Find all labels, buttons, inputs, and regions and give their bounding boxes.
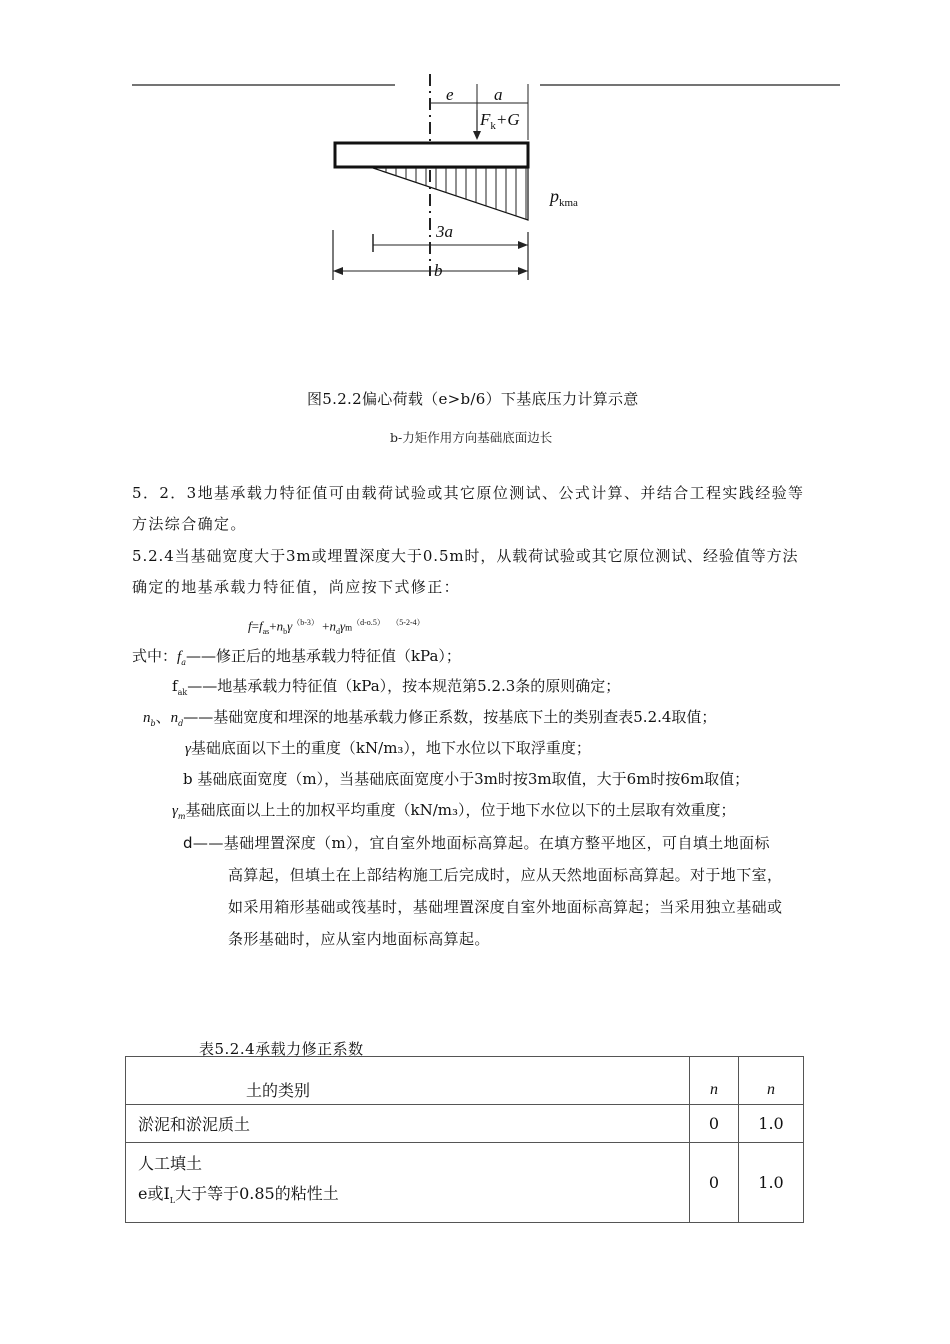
formula-fa-sub: as [262,626,270,636]
bearing-correction-table [125,1056,804,1223]
label-a: a [494,85,503,104]
pressure-hatching [386,168,526,219]
def-gammam-symbol: γ [172,803,178,819]
def-d-symbol: d [183,834,193,852]
formula-fa: f [258,618,263,634]
svg-text:pkma [548,186,578,209]
formula-plus2: + [322,618,330,634]
def-fak-sub: ak [177,688,188,697]
header-soil-type: 土的类别 [126,1057,690,1105]
formula-gammam-sub: m [345,622,353,633]
formula-paren1c: ） [310,618,319,627]
formula-nb: n [276,618,284,634]
formula-eq: = [251,618,259,634]
clause-5-2-4-line1: 5.2.4当基础宽度大于3m或埋置深度大于0.5m时，从载荷试验或其它原位测试、经验值等方法 [132,547,799,565]
def-gammam [172,799,736,821]
def-gammam-text: 基础底面以上土的加权平均重度（kN/m₃），位于地下水位以下的土层取有效重度； [185,801,736,819]
def-d-line4: 条形基础时，应从室内地面标高算起。 [228,930,490,948]
header-nd: n [739,1057,804,1105]
label-e: e [446,85,454,104]
cell-soil-line2-post: 大于等于0.85的粘性土 [175,1183,339,1203]
def-nb-symbol: n [143,710,151,726]
def-nd-sub: d [178,719,184,728]
def-d [183,832,770,853]
def-fak-symbol: f [172,677,178,695]
cell-soil-line2-pre: e或I [138,1183,170,1203]
cell-nb: 0 [690,1105,739,1143]
formula-lhs: f [248,618,252,634]
def-fa-sub: a [181,658,186,667]
clause-5-2-4-line2: 确定的地基承载力特征值，尚应按下式修正： [132,578,461,596]
def-gamma-symbol: γ [185,741,191,757]
def-b-text: 基础底面宽度（m），当基础底面宽度小于3m时按3m取值，大于6m时按6m取值； [197,770,750,788]
table-header-row [126,1057,804,1105]
label-b: b [434,261,443,280]
formula-nd: n [329,618,336,634]
table-caption: 表5.2.4承载力修正系数 [199,1040,364,1058]
def-d-text: ——基础埋置深度（m），宜自室外地面标高算起。在填方整平地区，可自填土地面标 [192,834,770,852]
dim-b-arrow-right [518,267,528,275]
def-nb-sub: b [150,719,156,728]
cell-nd: 1.0 [739,1105,804,1143]
def-d-line3: 如采用箱形基础或筏基时，基础埋置深度自室外地面标高算起；当采用独立基础或 [228,898,783,916]
def-gamma [185,737,591,758]
cell-soil-line2 [138,1179,677,1216]
cell-nd: 1.0 [739,1143,804,1223]
label-force-tail: +G [495,110,520,129]
formula-gammam: γ [340,618,346,634]
label-pressure: p [550,186,559,206]
table-row [126,1105,804,1143]
def-gamma-text: 基础底面以下土的重度（kN/m₃），地下水位以下取浮重度； [190,739,591,757]
def-nd-symbol: n [170,710,179,726]
def-d-line2: 高算起，但填土在上部结构施工后完成时，应从天然地面标高算起。对于地下室， [228,866,783,884]
formula-d05: d-o. [360,618,373,627]
dim-b-arrow-left [333,267,343,275]
formula-plus1: + [269,618,277,634]
header-nb: n [690,1057,739,1105]
cell-soil: 淤泥和淤泥质土 [126,1105,690,1143]
def-gammam-sub: m [177,812,186,821]
pressure-triangle [373,168,528,220]
clause-5-2-3-line2: 方法综合确定。 [132,515,247,533]
cell-soil-line1: 人工填土 [138,1153,203,1173]
formula-paren2: （ [352,618,361,627]
def-fa-symbol: f [177,649,182,665]
label-pressure-sub: kma [559,197,578,209]
def-nb-nd-text: ——基础宽度和埋深的地基承载力修正系数，按基底下土的类别查表5.2.4取值； [183,708,717,726]
def-fak [172,675,620,697]
def-fa-text: ——修正后的地基承载力特征值（kPa）； [185,647,461,665]
formula-eqno: （5-2-4） [391,618,425,627]
formula-gamma: γ [287,618,293,634]
svg-text:Fk+G [479,110,520,132]
label-force: F [480,110,491,129]
def-b [183,768,749,789]
def-intro: 式中： [132,647,178,665]
formula-paren2c: ） [376,618,385,627]
formula-b3: b-3 [300,618,311,627]
formula-d05-sup: 5 [372,618,377,627]
table-row [126,1143,804,1223]
def-b-symbol: b [183,770,193,788]
dim-3a-arrow [518,241,528,249]
def-fak-text: ——地基承载力特征值（kPa），按本规范第5.2.3条的原则确定； [187,677,621,695]
formula-nb-sub: b [283,626,288,636]
load-arrow-head [473,131,481,140]
label-3a: 3a [436,222,453,241]
cell-soil [126,1143,690,1223]
figure-subcaption: b-力矩作用方向基础底面边长 [390,430,553,445]
label-force-sub: k [490,120,496,132]
foundation-slab [335,143,528,167]
cell-nb: 0 [690,1143,739,1223]
figure-caption: 图5.2.2偏心荷载（e>b/6）下基底压力计算示意 [307,390,639,408]
formula-paren1: （ [292,618,301,627]
def-nb-nd [143,706,716,728]
formula-nd-sub: d [336,626,340,636]
eccentric-load-diagram [0,0,950,360]
formula-5-2-4 [248,617,425,636]
def-nb-sep: 、 [155,708,171,726]
cell-soil-line2-sub: L [169,1196,176,1206]
clause-5-2-3-line1: 5．2．3地基承载力特征值可由载荷试验或其它原位测试、公式计算、并结合工程实践经验等 [132,484,805,502]
def-fa [132,645,461,667]
